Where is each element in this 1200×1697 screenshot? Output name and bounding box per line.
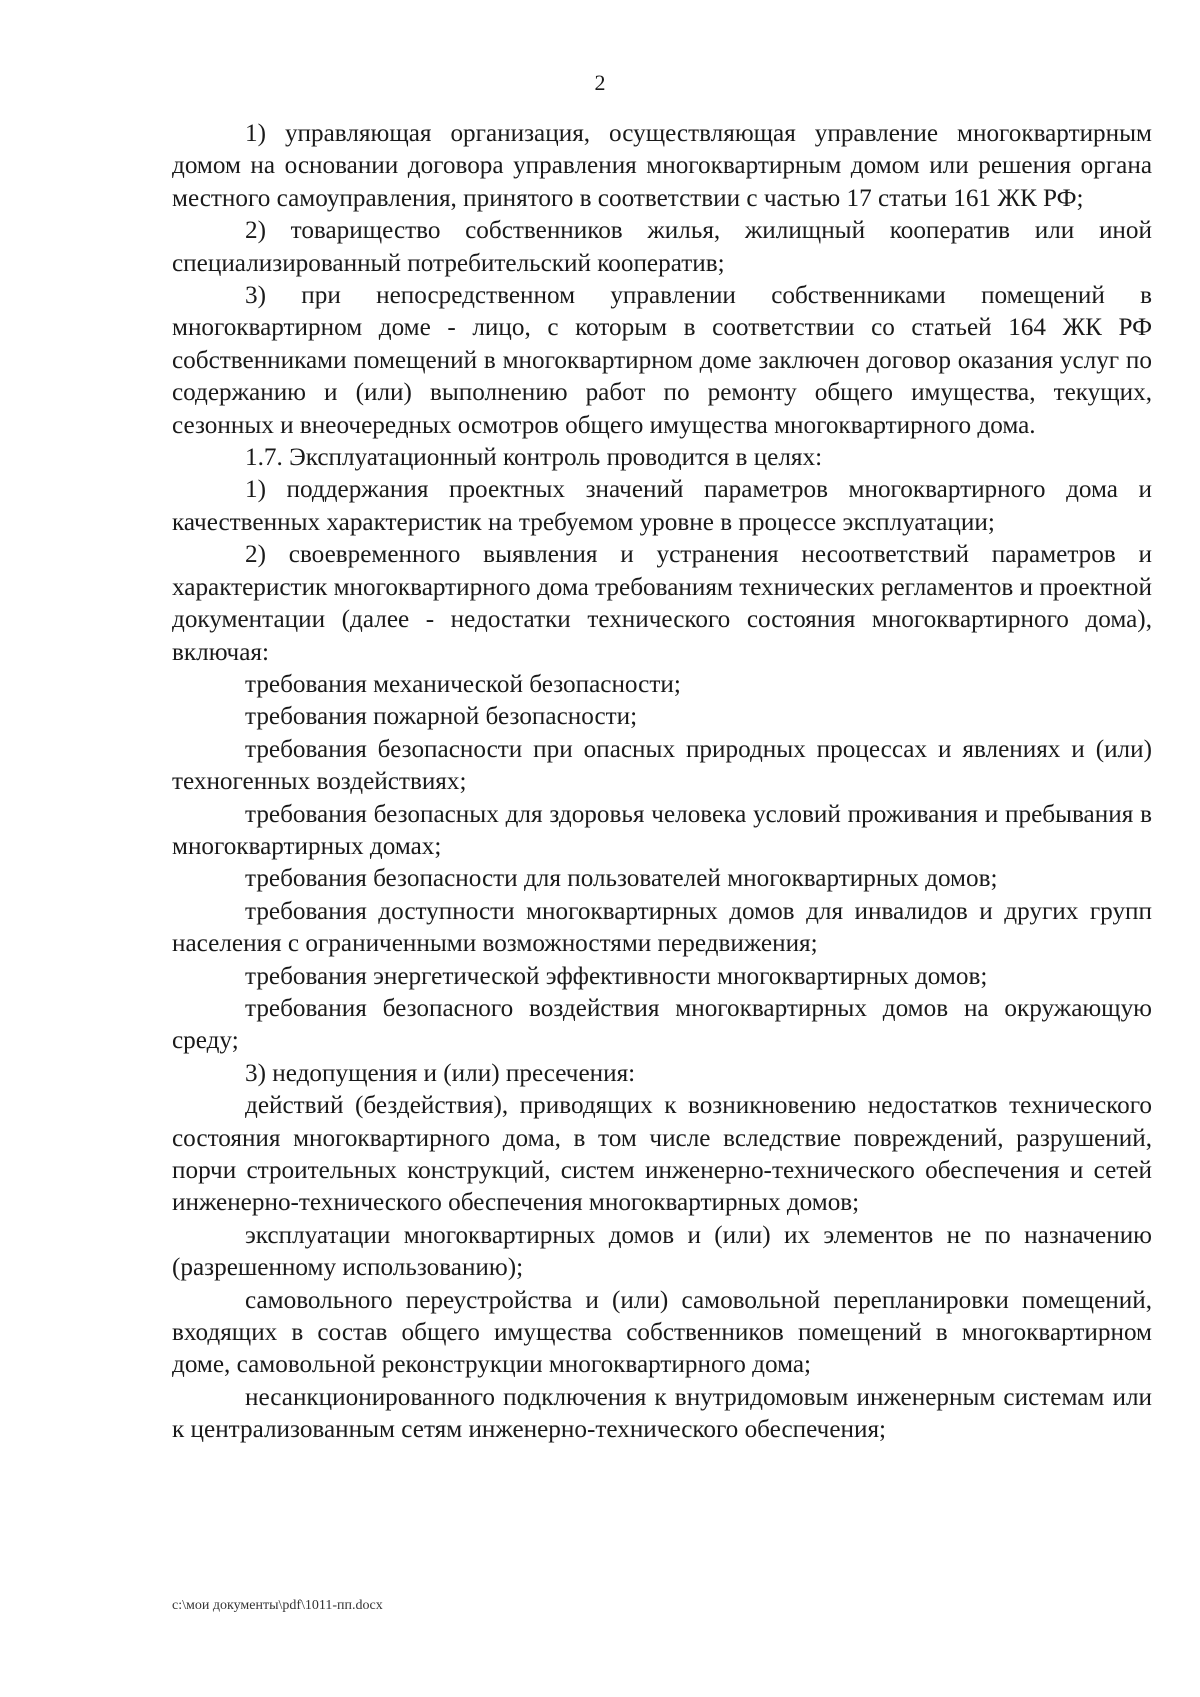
- list-item: требования механической безопасности;: [245, 670, 681, 698]
- list-item: требования энергетической эффективности многоквартирных домов;: [245, 962, 988, 990]
- paragraph: 1) управляющая организация, осуществляющая управление многоквартирным домом на основании договора управления многоквартирным домом или решения органа местного самоуправления, принятого в соответствии с частью 17 статьи 161 ЖК РФ;: [172, 120, 1152, 212]
- list-item: несанкционированного подключения к внутридомовым инженерным системам или к централизованным сетям инженерно-технического обеспечения;: [172, 1383, 1152, 1444]
- document-body: [172, 118, 1152, 1447]
- list-item: самовольного переустройства и (или) самовольной перепланировки помещений, входящих в состав общего имущества собственников помещений в многоквартирном доме, самовольной реконструкции многоквартирного дома;: [172, 1286, 1152, 1379]
- list-item: требования доступности многоквартирных домов для инвалидов и других групп населения с ограниченными возможностями передвижения;: [172, 897, 1152, 958]
- footer-file-path: c:\мои документы\pdf\1011-пп.docx: [172, 1598, 383, 1613]
- list-item: требования безопасности для пользователей многоквартирных домов;: [245, 865, 998, 893]
- list-item: требования пожарной безопасности;: [245, 703, 638, 731]
- paragraph: 3) недопущения и (или) пресечения:: [245, 1059, 636, 1087]
- list-item: эксплуатации многоквартирных домов и (или) их элементов не по назначению (разрешенному использованию);: [172, 1221, 1152, 1282]
- list-item: требования безопасности при опасных природных процессах и явлениях и (или) техногенных воздействиях;: [172, 735, 1152, 796]
- page-number: 2: [594, 70, 606, 95]
- paragraph: 2) своевременного выявления и устранения несоответствий параметров и характеристик многоквартирного дома требованиям технических регламентов и проектной документации (далее - недостатки технического состояния многоквартирного дома), включая:: [172, 541, 1152, 666]
- list-item: требования безопасного воздействия многоквартирных домов на окружающую среду;: [172, 994, 1152, 1055]
- list-item: требования безопасных для здоровья человека условий проживания и пребывания в многоквартирных домах;: [172, 800, 1152, 860]
- list-item: действий (бездействия), приводящих к возникновению недостатков технического состояния многоквартирного дома, в том числе вследствие повреждений, разрушений, порчи строительных конструкций, систем инженерно-технического обеспечения и сетей инженерно-технического обеспечения многоквартирных домов;: [172, 1092, 1152, 1217]
- paragraph: 1) поддержания проектных значений параметров многоквартирного дома и качественных характеристик на требуемом уровне в процессе эксплуатации;: [172, 476, 1152, 536]
- paragraph: 3) при непосредственном управлении собственниками помещений в многоквартирном доме - лицо, с которым в соответствии со статьей 164 ЖК РФ собственниками помещений в многоквартирном доме заключен договор оказания услуг по содержанию и (или) выполнению работ по ремонту общего имущества, текущих, сезонных и внеочередных осмотров общего имущества многоквартирного дома.: [172, 282, 1152, 439]
- section-heading: 1.7. Эксплуатационный контроль проводится в целях:: [245, 444, 823, 472]
- paragraph: 2) товарищество собственников жилья, жилищный кооператив или иной специализированный потребительский кооператив;: [172, 217, 1152, 277]
